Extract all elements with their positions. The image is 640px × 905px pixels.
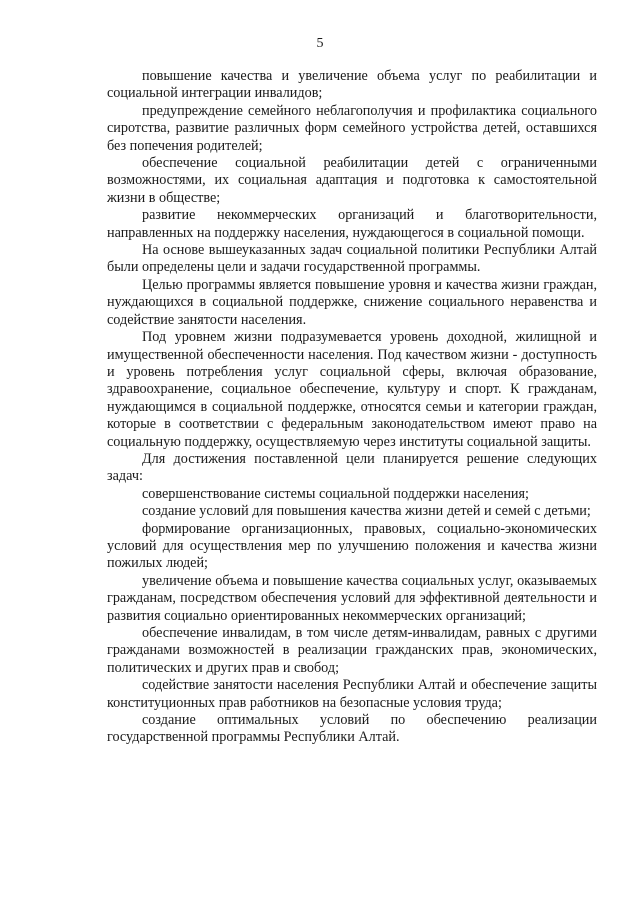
paragraph-task-implementation: создание оптимальных условий по обеспечению реализации государственной программы Республики Алтай. [107, 712, 597, 746]
paragraph-family-prevention: предупреждение семейного неблагополучия и профилактика социального сиротства, развитие различных форм семейного устройства детей, оставшихся без попечения родителей; [107, 102, 597, 154]
paragraph-task-elderly: формирование организационных, правовых, социально-экономических условий для осуществления мер по улучшению положения и качества жизни пожилых людей; [107, 520, 597, 572]
paragraph-nonprofit-development: развитие некоммерческих организаций и благотворительности, направленных на поддержку населения, нуждающегося в социальной помощи. [107, 207, 597, 241]
paragraph-task-social-services: увеличение объема и повышение качества социальных услуг, оказываемых гражданам, посредством обеспечения условий для эффективной деятельности и развития социально ориентированных некоммерческих организаций; [107, 572, 597, 624]
paragraph-tasks-intro: Для достижения поставленной цели планируется решение следующих задач: [107, 450, 597, 485]
paragraph-task-families: создание условий для повышения качества жизни детей и семей с детьми; [142, 503, 591, 520]
paragraph-task-support-system: совершенствование системы социальной поддержки населения; [142, 485, 529, 502]
paragraph-child-rehabilitation: обеспечение социальной реабилитации детей с ограниченными возможностями, их социальная адаптация и подготовка к самостоятельной жизни в обществе; [107, 155, 597, 206]
page-number: 5 [316, 36, 324, 51]
paragraph-task-employment: содействие занятости населения Республики Алтай и обеспечение защиты конституционных прав работников на безопасные условия труда; [107, 677, 597, 711]
paragraph-living-standard: Под уровнем жизни подразумевается уровень доходной, жилищной и имущественной обеспеченности населения. Под качеством жизни - доступность и уровень потребления услуг социальной сферы, включая образование, здравоохранение, социальное обеспечение, культуру и спорт. К гражданам, нуждающимся в социальной поддержке, относятся семьи и категории граждан, которые в соответствии с федеральным законодательством имеют право на социальную поддержку, осуществляемую через институты социальной защиты. [107, 329, 597, 450]
paragraph-task-disabled: обеспечение инвалидам, в том числе детям-инвалидам, равных с другими гражданами возможностей в реализации гражданских прав, экономических, политических и других прав и свобод; [107, 625, 597, 676]
document-body [107, 68, 597, 747]
paragraph-goals-basis: На основе вышеуказанных задач социальной политики Республики Алтай были определены цели и задачи государственной программы. [107, 242, 597, 276]
paragraph-program-goal: Целью программы является повышение уровня и качества жизни граждан, нуждающихся в социальной поддержке, снижение социального неравенства и содействие занятости населения. [107, 276, 597, 328]
paragraph-rehabilitation: повышение качества и увеличение объема услуг по реабилитации и социальной интеграции инвалидов; [107, 68, 597, 102]
